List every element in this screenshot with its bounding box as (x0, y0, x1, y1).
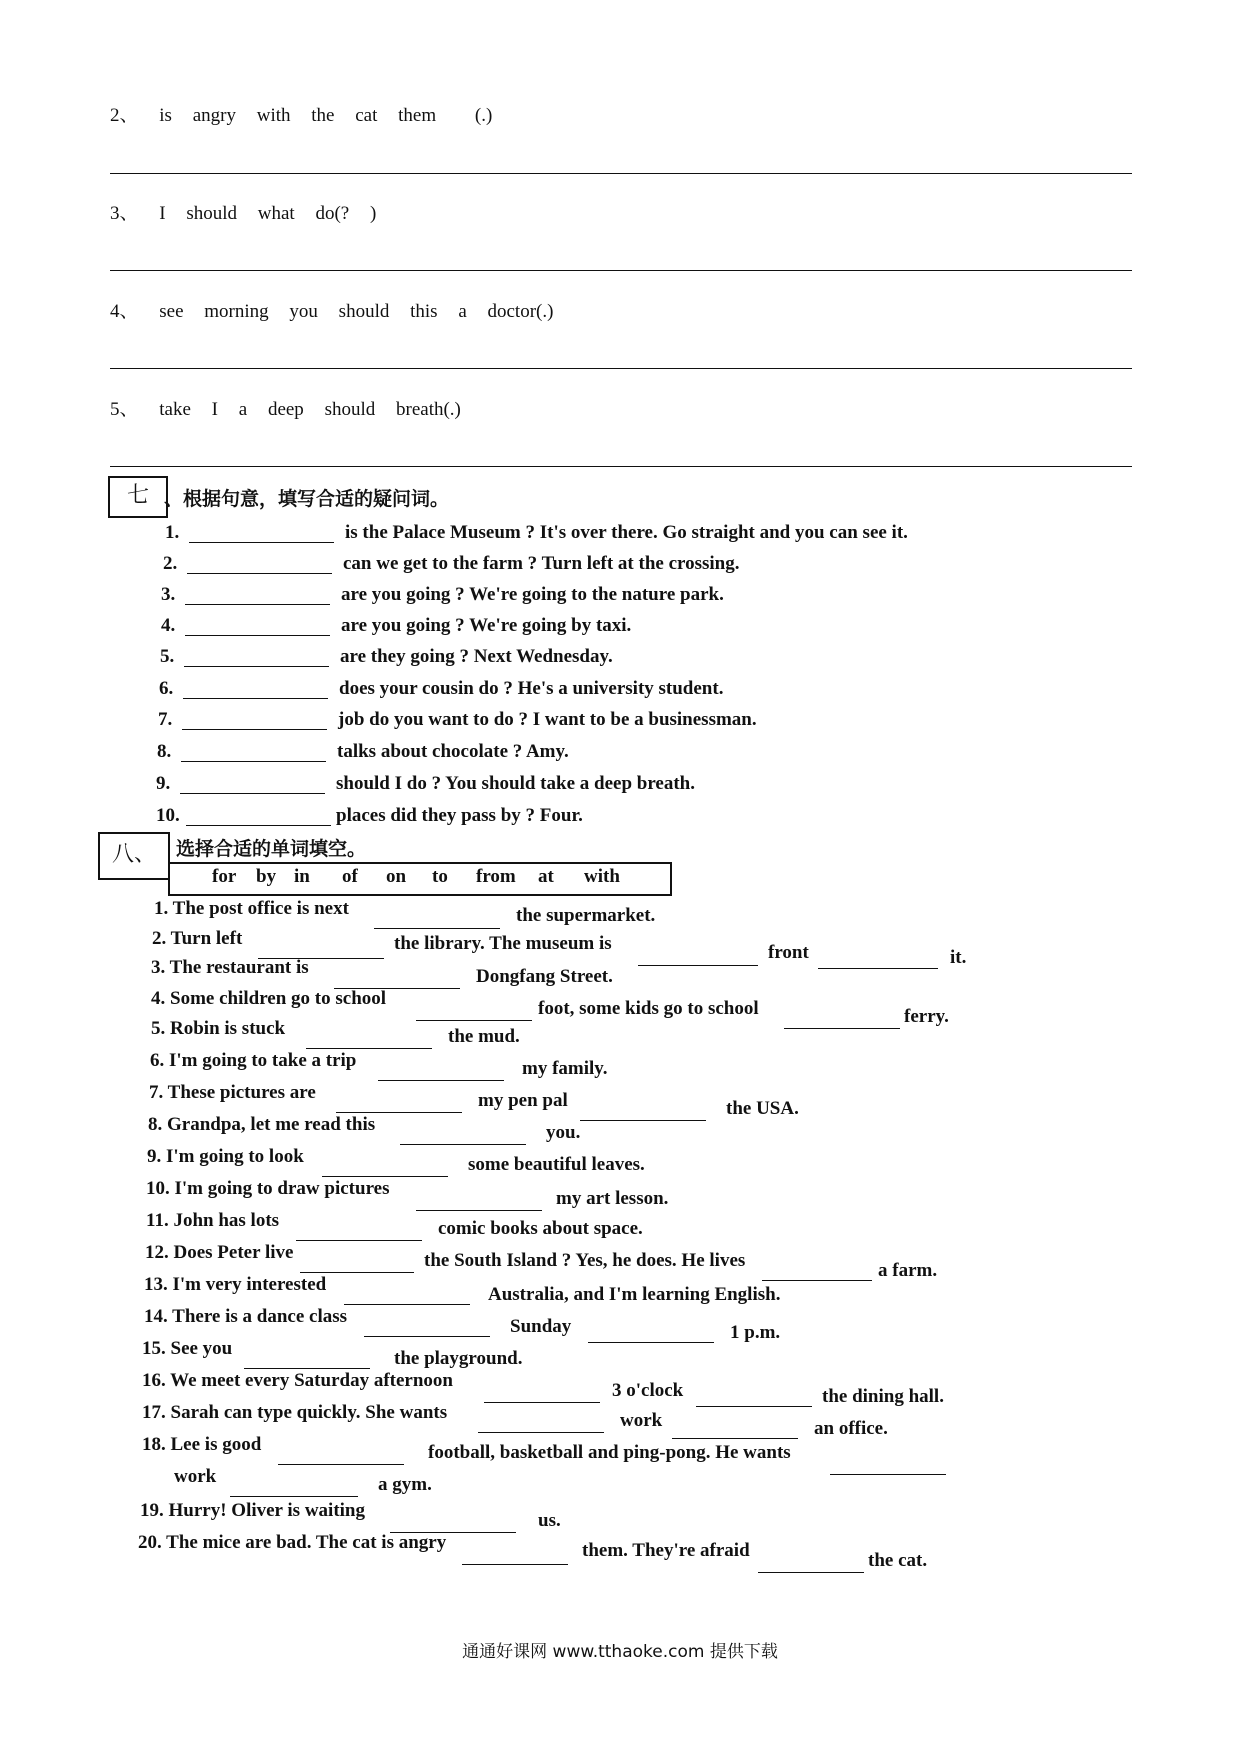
answer-blank[interactable] (184, 666, 329, 667)
answer-blank[interactable] (758, 1572, 864, 1573)
answer-blank[interactable] (296, 1240, 422, 1241)
word-bank-item: for (212, 866, 237, 887)
item-text: my pen pal (478, 1090, 568, 1111)
item-number: 3、 (110, 203, 139, 224)
answer-blank[interactable] (230, 1496, 358, 1497)
answer-blank[interactable] (278, 1464, 404, 1465)
answer-blank[interactable] (478, 1432, 604, 1433)
unscramble-item-2 (110, 100, 492, 127)
word: the (311, 105, 335, 126)
item-text: 12. Does Peter live (145, 1242, 294, 1263)
item-text: 17. Sarah can type quickly. She wants (142, 1402, 448, 1423)
word-bank (168, 862, 672, 896)
unscramble-item-4 (110, 296, 553, 323)
answer-blank[interactable] (588, 1342, 714, 1343)
item-text: 14. There is a dance class (144, 1306, 348, 1327)
item-number: 5、 (110, 399, 139, 420)
item-number: 2、 (110, 105, 139, 126)
answer-line[interactable] (110, 270, 1132, 271)
answer-blank[interactable] (400, 1144, 526, 1145)
answer-line[interactable] (110, 173, 1132, 174)
item-text: 15. See you (142, 1338, 233, 1359)
item-number: 10. (156, 805, 180, 826)
answer-blank[interactable] (638, 965, 758, 966)
answer-blank[interactable] (182, 729, 327, 730)
section-7-title: 、根据句意，填写合适的疑问词。 (164, 488, 450, 510)
question-text: job do you want to do ? I want to be a businessman. (338, 709, 757, 730)
word: what (257, 203, 295, 224)
item-text: 9. I'm going to look (147, 1146, 304, 1167)
answer-blank[interactable] (344, 1304, 470, 1305)
item-text: 1. The post office is next (154, 898, 349, 919)
item-text: the mud. (448, 1026, 520, 1047)
punctuation-hint: (? ) (334, 203, 377, 224)
answer-line[interactable] (110, 466, 1132, 467)
answer-blank[interactable] (374, 928, 500, 929)
item-text: you. (546, 1122, 581, 1143)
item-text: it. (950, 947, 967, 968)
item-text: comic books about space. (438, 1218, 643, 1239)
word: this (410, 301, 438, 322)
item-text: work (174, 1466, 217, 1487)
item-text: 11. John has lots (146, 1210, 280, 1231)
word: see (159, 301, 184, 322)
answer-blank[interactable] (416, 1020, 532, 1021)
page-footer: 通通好课网 www.tthaoke.com 提供下载 (462, 1642, 778, 1662)
word: you (289, 301, 318, 322)
question-text: places did they pass by ? Four. (336, 805, 583, 826)
item-text: Dongfang Street. (476, 966, 613, 987)
unscramble-item-5 (110, 394, 461, 421)
item-text: 1 p.m. (730, 1322, 781, 1343)
item-text: 16. We meet every Saturday afternoon (142, 1370, 453, 1391)
answer-blank[interactable] (306, 1048, 432, 1049)
item-text: 8. Grandpa, let me read this (148, 1114, 376, 1135)
word-bank-item: at (538, 866, 554, 887)
word-bank-item: on (386, 866, 407, 887)
item-number: 6. (159, 678, 174, 699)
item-number: 3. (161, 584, 176, 605)
answer-blank[interactable] (762, 1280, 872, 1281)
question-text: is the Palace Museum ? It's over there. Go straight and you can see it. (345, 522, 908, 543)
item-text: some beautiful leaves. (468, 1154, 645, 1175)
word: them (398, 105, 437, 126)
question-text: are you going ? We're going to the nature park. (341, 584, 724, 605)
question-text: can we get to the farm ? Turn left at the crossing. (343, 553, 740, 574)
item-text: the USA. (726, 1098, 799, 1119)
item-text: Sunday (510, 1316, 572, 1337)
answer-blank[interactable] (364, 1336, 490, 1337)
item-text: 6. I'm going to take a trip (150, 1050, 357, 1071)
item-text: the playground. (394, 1348, 523, 1369)
item-text: 3. The restaurant is (151, 957, 309, 978)
word: should (186, 203, 238, 224)
item-text: foot, some kids go to school (538, 998, 759, 1019)
question-text: does your cousin do ? He's a university student. (339, 678, 724, 699)
section-8-title: 选择合适的单词填空。 (176, 838, 367, 860)
item-text: a gym. (378, 1474, 432, 1495)
item-text: my family. (522, 1058, 608, 1079)
word: morning (204, 301, 269, 322)
answer-blank[interactable] (322, 1176, 448, 1177)
item-text: Australia, and I'm learning English. (488, 1284, 781, 1305)
word-bank-item: to (432, 866, 448, 887)
punctuation-hint: (.) (474, 105, 493, 126)
word: should (324, 399, 376, 420)
item-text: 19. Hurry! Oliver is waiting (140, 1500, 365, 1521)
word: a (458, 301, 467, 322)
answer-blank[interactable] (244, 1368, 370, 1369)
item-text: 20. The mice are bad. The cat is angry (138, 1532, 447, 1553)
answer-blank[interactable] (185, 635, 330, 636)
item-text: 7. These pictures are (149, 1082, 316, 1103)
answer-blank[interactable] (784, 1028, 900, 1029)
word: is (159, 105, 172, 126)
punctuation-hint: (.) (536, 301, 554, 322)
answer-blank[interactable] (696, 1406, 812, 1407)
answer-blank[interactable] (180, 793, 325, 794)
word: doctor (487, 301, 537, 322)
item-text: the library. The museum is (394, 933, 612, 954)
item-text: a farm. (878, 1260, 938, 1281)
answer-blank[interactable] (484, 1402, 600, 1403)
answer-blank[interactable] (189, 542, 334, 543)
word-bank-item: of (342, 866, 358, 887)
word: I (211, 399, 218, 420)
item-text: them. They're afraid (582, 1540, 750, 1561)
item-number: 7. (158, 709, 173, 730)
punctuation-hint: (.) (443, 399, 461, 420)
item-number: 2. (163, 553, 178, 574)
item-text: 13. I'm very interested (144, 1274, 327, 1295)
answer-blank[interactable] (300, 1272, 414, 1273)
answer-blank[interactable] (183, 698, 328, 699)
answer-blank[interactable] (818, 968, 938, 969)
answer-blank[interactable] (336, 1112, 462, 1113)
item-number: 9. (156, 773, 171, 794)
word: breath (396, 399, 444, 420)
answer-blank[interactable] (830, 1474, 946, 1475)
answer-blank[interactable] (672, 1438, 798, 1439)
question-text: are you going ? We're going by taxi. (341, 615, 632, 636)
item-text: 10. I'm going to draw pictures (146, 1178, 390, 1199)
word-bank-item: in (294, 866, 310, 887)
word-bank-item: by (256, 866, 277, 887)
answer-blank[interactable] (462, 1564, 568, 1565)
item-text: front (768, 942, 809, 963)
question-text: should I do ? You should take a deep breath. (336, 773, 695, 794)
item-number: 4、 (110, 301, 139, 322)
question-text: talks about chocolate ? Amy. (337, 741, 569, 762)
unscramble-item-3 (110, 198, 376, 225)
word-bank-item: with (584, 866, 620, 887)
answer-blank[interactable] (187, 573, 332, 574)
question-text: are they going ? Next Wednesday. (340, 646, 613, 667)
answer-blank[interactable] (185, 604, 330, 605)
section-7-marker: 七 (108, 476, 168, 518)
item-text: football, basketball and ping-pong. He wants (428, 1442, 791, 1463)
word: cat (355, 105, 378, 126)
item-text: 5. Robin is stuck (151, 1018, 286, 1039)
item-text: 2. Turn left (152, 928, 243, 949)
item-text: my art lesson. (556, 1188, 669, 1209)
word: with (256, 105, 291, 126)
item-text: work (620, 1410, 663, 1431)
word: deep (267, 399, 304, 420)
word: a (238, 399, 248, 420)
item-number: 5. (160, 646, 175, 667)
item-text: 18. Lee is good (142, 1434, 262, 1455)
item-text: the supermarket. (516, 905, 656, 926)
word: I (159, 203, 166, 224)
word: angry (192, 105, 236, 126)
word: do (315, 203, 335, 224)
word: take (159, 399, 191, 420)
item-number: 1. (165, 522, 180, 543)
answer-blank[interactable] (186, 825, 331, 826)
item-text: us. (538, 1510, 561, 1531)
section-8-marker: 八、 (98, 832, 170, 880)
item-text: ferry. (904, 1006, 949, 1027)
item-text: 3 o'clock (612, 1380, 684, 1401)
item-text: an office. (814, 1418, 888, 1439)
word-bank-item: from (476, 866, 516, 887)
item-text: the South Island ? Yes, he does. He lives (424, 1250, 746, 1271)
item-number: 4. (161, 615, 176, 636)
item-text: the dining hall. (822, 1386, 944, 1407)
item-text: the cat. (868, 1550, 928, 1571)
item-text: 4. Some children go to school (151, 988, 387, 1009)
word: should (338, 301, 390, 322)
item-number: 8. (157, 741, 172, 762)
answer-line[interactable] (110, 368, 1132, 369)
answer-blank[interactable] (181, 761, 326, 762)
answer-blank[interactable] (580, 1120, 706, 1121)
answer-blank[interactable] (416, 1210, 542, 1211)
answer-blank[interactable] (378, 1080, 504, 1081)
